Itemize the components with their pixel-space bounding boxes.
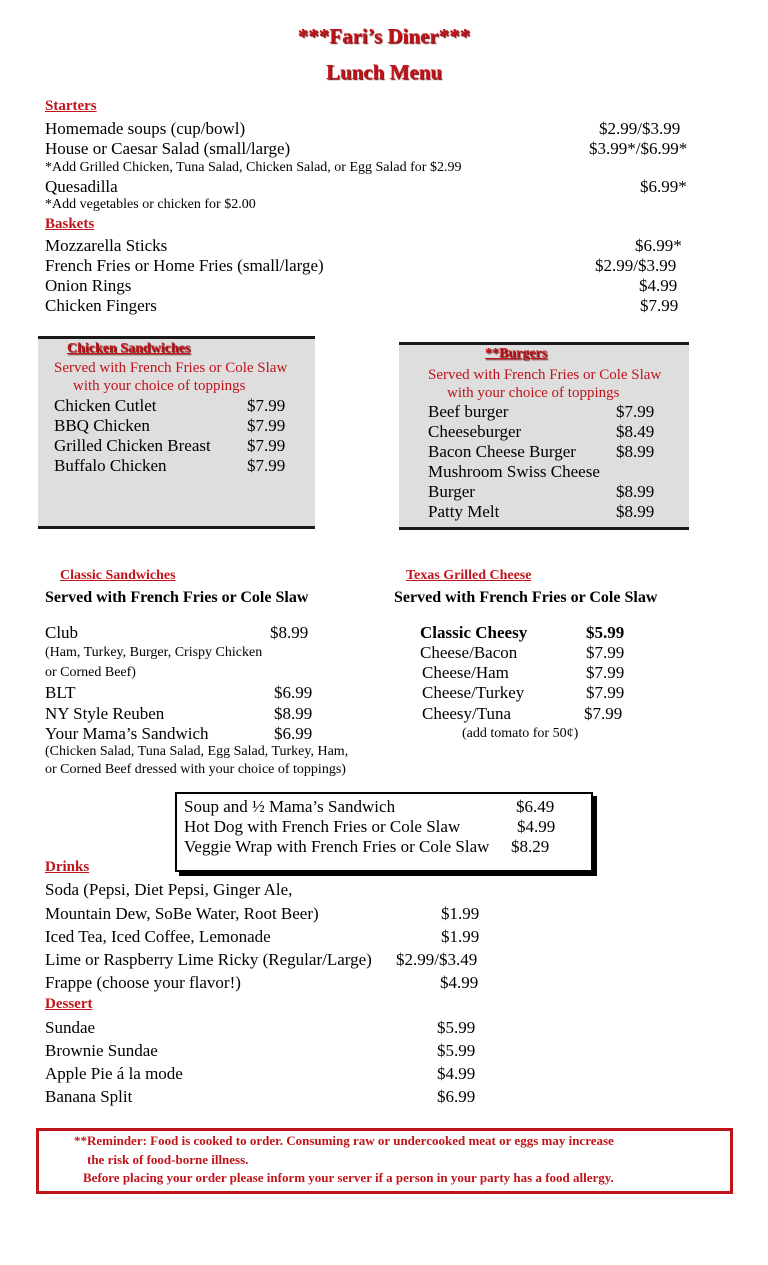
menu-price: $8.29 — [511, 837, 550, 856]
menu-item: Chicken Fingers — [45, 296, 157, 315]
menu-note: (Ham, Turkey, Burger, Crispy Chicken — [45, 645, 263, 660]
menu-item: Frappe (choose your flavor!) — [45, 973, 241, 992]
menu-item: Hot Dog with French Fries or Cole Slaw — [184, 817, 461, 836]
menu-item: Cheese/Ham — [422, 663, 509, 682]
menu-price: $1.99 — [441, 927, 480, 946]
menu-item: Brownie Sundae — [45, 1041, 158, 1060]
baskets-heading: Baskets — [45, 216, 95, 232]
menu-item: Grilled Chicken Breast — [54, 436, 211, 455]
menu-price: $6.99 — [274, 683, 313, 702]
menu-item: Soda (Pepsi, Diet Pepsi, Ginger Ale, — [45, 880, 293, 899]
menu-price: $2.99/$3.49 — [396, 950, 478, 969]
drinks-heading: Drinks — [45, 859, 90, 875]
menu-item: Mountain Dew, SoBe Water, Root Beer) — [45, 904, 319, 923]
menu-price: $7.99 — [247, 416, 286, 435]
menu-price: $6.99 — [437, 1087, 476, 1106]
menu-price: $4.99 — [437, 1064, 476, 1083]
menu-item: Burger — [428, 482, 475, 501]
menu-price: $7.99 — [586, 643, 625, 662]
menu-price: $7.99 — [616, 402, 655, 421]
menu-item: Veggie Wrap with French Fries or Cole Slaw — [184, 837, 490, 856]
starters-heading: Starters — [45, 98, 97, 114]
menu-subtitle: Lunch Menu — [325, 60, 443, 84]
menu-note: or Corned Beef) — [45, 665, 136, 680]
menu-item: Chicken Cutlet — [54, 396, 157, 415]
menu-item: Soup and ½ Mama’s Sandwich — [184, 797, 396, 816]
menu-note: or Corned Beef dressed with your choice of toppings) — [45, 762, 346, 777]
chicken-sandwiches-heading: Chicken Sandwiches — [67, 341, 191, 356]
menu-item: Iced Tea, Iced Coffee, Lemonade — [45, 927, 271, 946]
menu-price: $6.99* — [640, 177, 687, 196]
menu-price: $7.99 — [247, 436, 286, 455]
serve-note: Served with French Fries or Cole Slaw — [428, 367, 662, 383]
menu-price: $8.99 — [270, 623, 309, 642]
menu-price: $7.99 — [247, 456, 286, 475]
menu-price: $8.99 — [616, 482, 655, 501]
menu-price: $5.99 — [586, 623, 625, 642]
menu-item: Club — [45, 623, 79, 642]
menu-note: (Chicken Salad, Tuna Salad, Egg Salad, Turkey, Ham, — [45, 744, 349, 759]
menu-item: Buffalo Chicken — [54, 456, 167, 475]
menu-item: Cheese/Turkey — [422, 683, 525, 702]
menu-item: Classic Cheesy — [420, 623, 528, 642]
menu-price: $6.49 — [516, 797, 555, 816]
menu-item: Patty Melt — [428, 502, 500, 521]
menu-item: House or Caesar Salad (small/large) — [45, 139, 291, 158]
menu-item: Lime or Raspberry Lime Ricky (Regular/Large) — [45, 950, 372, 969]
serve-note: with your choice of toppings — [73, 378, 246, 394]
classic-sandwiches-heading: Classic Sandwiches — [60, 568, 176, 583]
menu-price: $2.99/$3.99 — [595, 256, 677, 275]
menu-price: $8.99 — [274, 704, 313, 723]
reminder-line: the risk of food-borne illness. — [87, 1152, 249, 1167]
burgers-heading: **Burgers — [485, 346, 548, 361]
menu-price: $7.99 — [584, 704, 623, 723]
menu-price: $3.99*/$6.99* — [589, 139, 688, 158]
menu-item: Apple Pie á la mode — [45, 1064, 183, 1083]
menu-item: Onion Rings — [45, 276, 132, 295]
menu-price: $6.99 — [274, 724, 313, 743]
menu-price: $5.99 — [437, 1041, 476, 1060]
menu-item: Banana Split — [45, 1087, 133, 1106]
serve-note: Served with French Fries or Cole Slaw — [54, 360, 288, 376]
menu-item: Sundae — [45, 1018, 96, 1037]
menu-item: French Fries or Home Fries (small/large) — [45, 256, 324, 275]
menu-price: $8.99 — [616, 502, 655, 521]
menu-price: $8.99 — [616, 442, 655, 461]
menu-note: (add tomato for 50¢) — [462, 726, 579, 741]
menu-item: BLT — [45, 683, 76, 702]
menu-price: $7.99 — [586, 663, 625, 682]
menu-price: $7.99 — [247, 396, 286, 415]
menu-item: NY Style Reuben — [45, 704, 165, 723]
menu-item: BBQ Chicken — [54, 416, 150, 435]
menu-item: Mozzarella Sticks — [45, 236, 168, 255]
menu-price: $7.99 — [586, 683, 625, 702]
menu-item: Bacon Cheese Burger — [428, 442, 576, 461]
menu-price: $4.99 — [639, 276, 678, 295]
texas-grilled-cheese-heading: Texas Grilled Cheese — [406, 568, 532, 583]
reminder-line: **Reminder: Food is cooked to order. Consuming raw or undercooked meat or eggs may increase — [74, 1133, 614, 1148]
menu-price: $6.99* — [635, 236, 682, 255]
menu-item: Your Mama’s Sandwich — [45, 724, 209, 743]
dessert-heading: Dessert — [45, 996, 93, 1012]
menu-price: $2.99/$3.99 — [599, 119, 681, 138]
menu-price: $5.99 — [437, 1018, 476, 1037]
menu-item: Beef burger — [428, 402, 509, 421]
serve-note: Served with French Fries or Cole Slaw — [394, 589, 658, 606]
serve-note: Served with French Fries or Cole Slaw — [45, 589, 309, 606]
serve-note: with your choice of toppings — [447, 385, 620, 401]
menu-item: Cheese/Bacon — [420, 643, 518, 662]
menu-item: Quesadilla — [45, 177, 118, 196]
menu-item: Homemade soups (cup/bowl) — [45, 119, 246, 138]
menu-price: $8.49 — [616, 422, 655, 441]
menu-item: Cheeseburger — [428, 422, 522, 441]
menu-note: *Add Grilled Chicken, Tuna Salad, Chicken Salad, or Egg Salad for $2.99 — [45, 160, 462, 175]
menu-note: *Add vegetables or chicken for $2.00 — [45, 197, 256, 212]
menu-item: Mushroom Swiss Cheese — [428, 462, 600, 481]
menu-item: Cheesy/Tuna — [422, 704, 512, 723]
menu-price: $4.99 — [517, 817, 556, 836]
reminder-line: Before placing your order please inform your server if a person in your party has a food allergy. — [83, 1170, 614, 1185]
menu-price: $4.99 — [440, 973, 479, 992]
menu-price: $7.99 — [640, 296, 679, 315]
restaurant-title: ***Fari’s Diner*** — [297, 24, 471, 48]
menu-price: $1.99 — [441, 904, 480, 923]
